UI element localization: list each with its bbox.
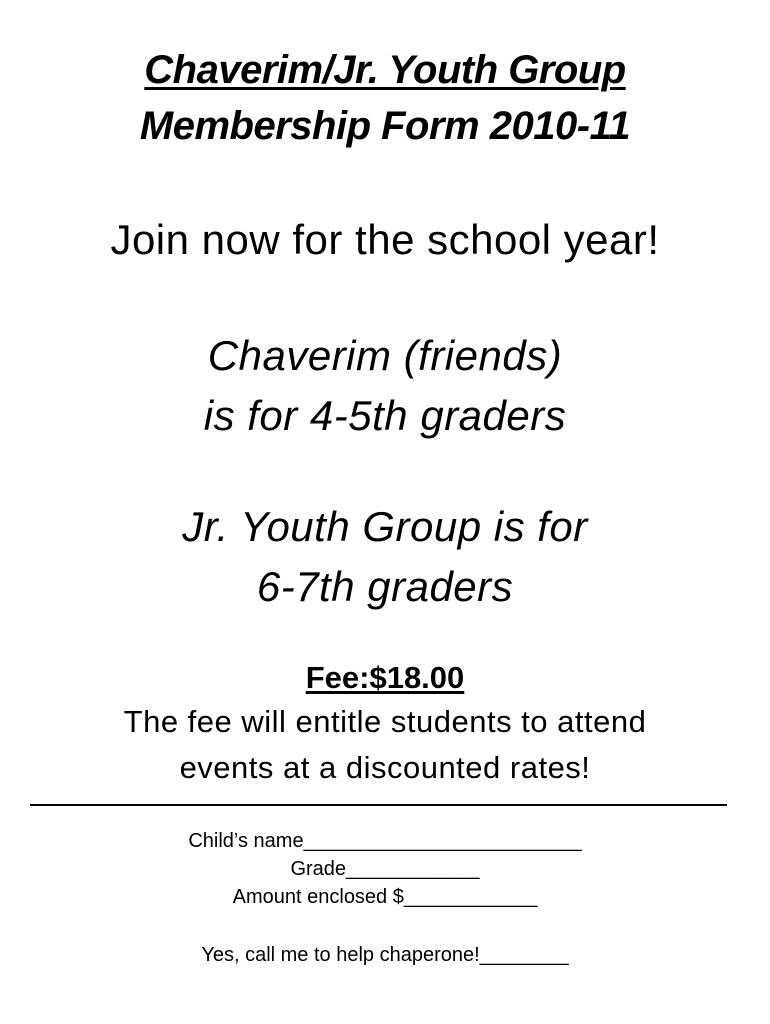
jr-youth-line-2: 6-7th graders [256,563,514,610]
chaverim-line-2: is for 4-5th graders [203,392,567,439]
fee-line [0,660,770,696]
join-text: Join now for the school year! [110,216,660,263]
title-text-1: Chaverim/Jr. Youth Group [144,48,626,92]
cut-line-divider [30,804,727,806]
child-name-field[interactable]: Child’s name_________________________ [188,830,582,852]
fee-label: Fee:$18.00 [305,660,465,695]
amount-enclosed-field[interactable]: Amount enclosed $____________ [232,886,538,908]
chaverim-line-1: Chaverim (friends) [207,332,563,379]
fee-description-line-2: events at a discounted rates! [179,750,591,785]
title-line-2: Membership Form 2010-11 [139,104,631,148]
grade-field[interactable]: Grade____________ [290,858,480,880]
chaperone-field[interactable]: Yes, call me to help chaperone!________ [201,944,569,966]
jr-youth-line-1: Jr. Youth Group is for [182,503,588,550]
title-line-1 [0,48,770,93]
fee-description-line-1: The fee will entitle students to attend [123,704,647,739]
